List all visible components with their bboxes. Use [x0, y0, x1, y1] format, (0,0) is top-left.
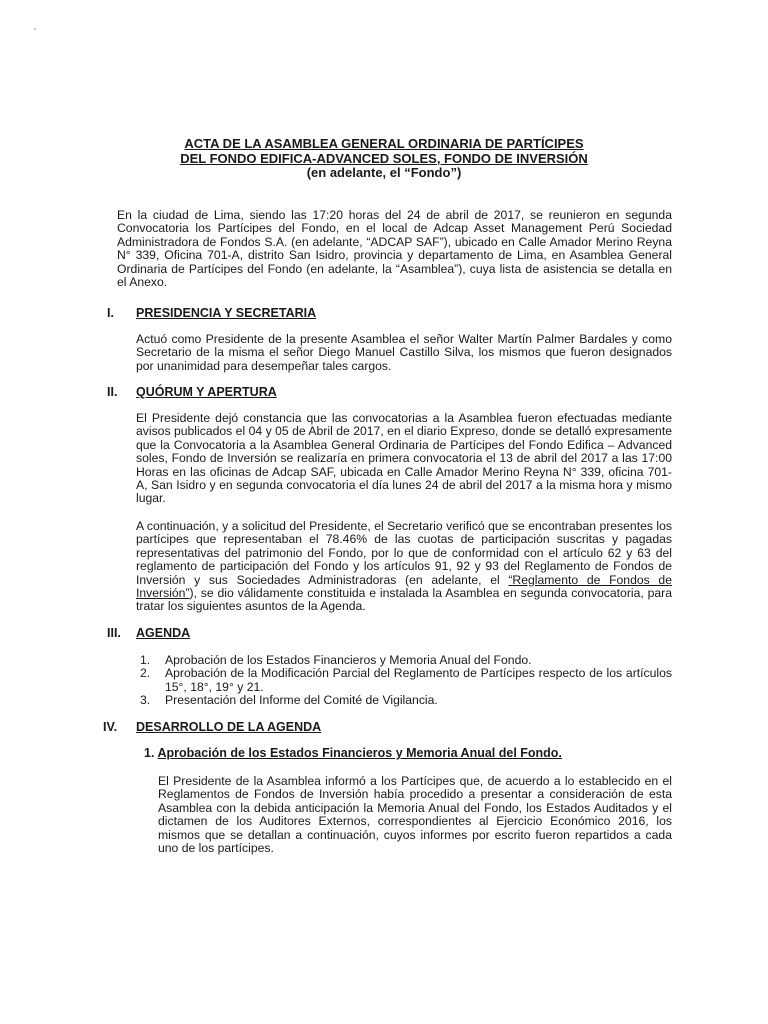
agenda-item	[140, 654, 672, 667]
subsection-number: 1.	[144, 746, 155, 760]
document-title	[0, 137, 768, 181]
section-title: PRESIDENCIA Y SECRETARIA	[136, 306, 317, 320]
intro-paragraph: En la ciudad de Lima, siendo las 17:20 horas del 24 de abril de 2017, se reunieron en segunda Convocatoria los Partícipes del Fondo, en el local de Adcap Asset Management Perú Sociedad Administradora de Fondos S.A. (en adelante, “ADCAP SAF”), ubicado en Calle Amador Merino Reyna N° 339, Oficina 701-A, distrito San Isidro, provincia y departamento de Lima, en Asamblea General Ordinaria de Partícipes del Fondo (en adelante, la “Asamblea”), cuya lista de asistencia se detalla en el Anexo.	[117, 208, 672, 290]
title-line-3: (en adelante, el “Fondo”)	[306, 165, 462, 180]
scan-speck	[34, 28, 36, 30]
section-number: II.	[107, 385, 118, 399]
agenda-item-number: 2.	[140, 666, 151, 681]
agenda-item	[140, 694, 672, 707]
section-number: I.	[107, 306, 114, 320]
desarrollo-paragraph: El Presidente de la Asamblea informó a los Partícipes que, de acuerdo a lo establecido en el Reglamentos de Fondos de Inversión había procedido a presentar a consideración de esta Asamblea con la debida anticipación la Memoria Anual del Fondo, los Estados Auditados y el dictamen de los Auditores Externos, correspondientes al Ejercicio Económico 2016, los mismos que se detallan a continuación, cuyos informes por escrito fueron repartidos a cada uno de los partícipes.	[158, 774, 672, 856]
agenda-item-text: Aprobación de la Modificación Parcial del Reglamento de Partícipes respecto de los artículos 15°, 18°, 19° y 21.	[165, 666, 672, 694]
title-line-1: ACTA DE LA ASAMBLEA GENERAL ORDINARIA DE PARTÍCIPES	[184, 136, 584, 151]
section-number: IV.	[103, 720, 118, 734]
section-title: AGENDA	[136, 626, 191, 640]
agenda-item-number: 1.	[140, 653, 151, 667]
quorum-paragraph-2	[136, 520, 672, 614]
presidencia-paragraph: Actuó como Presidente de la presente Asamblea el señor Walter Martín Palmer Bardales y como Secretario de la misma el señor Diego Manuel Castillo Silva, los mismos que fueron designados por unanimidad para desempeñar tales cargos.	[136, 332, 672, 373]
section-title: QUÓRUM Y APERTURA	[136, 385, 277, 399]
section-number: III.	[107, 626, 121, 640]
section-title: DESARROLLO DE LA AGENDA	[136, 720, 322, 734]
quorum-text-pre: A continuación, y a solicitud del Presidente, el Secretario verificó que se encontraban presentes los partícipes que representaban el 78.46% de las cuotas de participación suscritas y pagadas representativas del patrimonio del Fondo, por lo que de conformidad con el artículo 62 y 63 del reglamento de participación del Fondo y los artículos 91, 92 y 93 del Reglamento de Fondos de Inversión y sus Sociedades Administradoras (en adelante, el	[136, 519, 672, 587]
reglamento-reference: “Reglamento de Fondos de Inversión”	[136, 572, 672, 601]
agenda-item	[140, 667, 672, 694]
title-line-2: DEL FONDO EDIFICA-ADVANCED SOLES, FONDO DE INVERSIÓN	[180, 150, 588, 166]
agenda-item-text: Aprobación de los Estados Financieros y Memoria Anual del Fondo.	[165, 653, 532, 667]
agenda-item-text: Presentación del Informe del Comité de Vigilancia.	[165, 693, 438, 708]
agenda-item-number: 3.	[140, 693, 151, 708]
subsection-heading	[144, 746, 644, 760]
agenda-list	[140, 654, 672, 708]
quorum-paragraph-1: El Presidente dejó constancia que las convocatorias a la Asamblea fueron efectuadas mediante avisos publicados el 04 y 05 de Abril de 2017, en el diario Expreso, donde se detalló expresamente que la Convocatoria a la Asamblea General Ordinaria de Partícipes del Fondo Edifica – Advanced soles, Fondo de Inversión se realizaría en primera convocatoria el 13 de abril del 2017 a las 17:00 Horas en las oficinas de Adcap SAF, ubicada en Calle Amador Merino Reyna N° 339, oficina 701-A, San Isidro y en segunda convocatoria el día lunes 24 de abril del 2017 a la misma hora y mismo lugar.	[136, 411, 672, 506]
quorum-text-post: ), se dio válidamente constituida e instalada la Asamblea en segunda convocatoria, para tratar los siguientes asuntos de la Agenda.	[136, 586, 672, 614]
subsection-title: Aprobación de los Estados Financieros y Memoria Anual del Fondo.	[157, 746, 562, 760]
